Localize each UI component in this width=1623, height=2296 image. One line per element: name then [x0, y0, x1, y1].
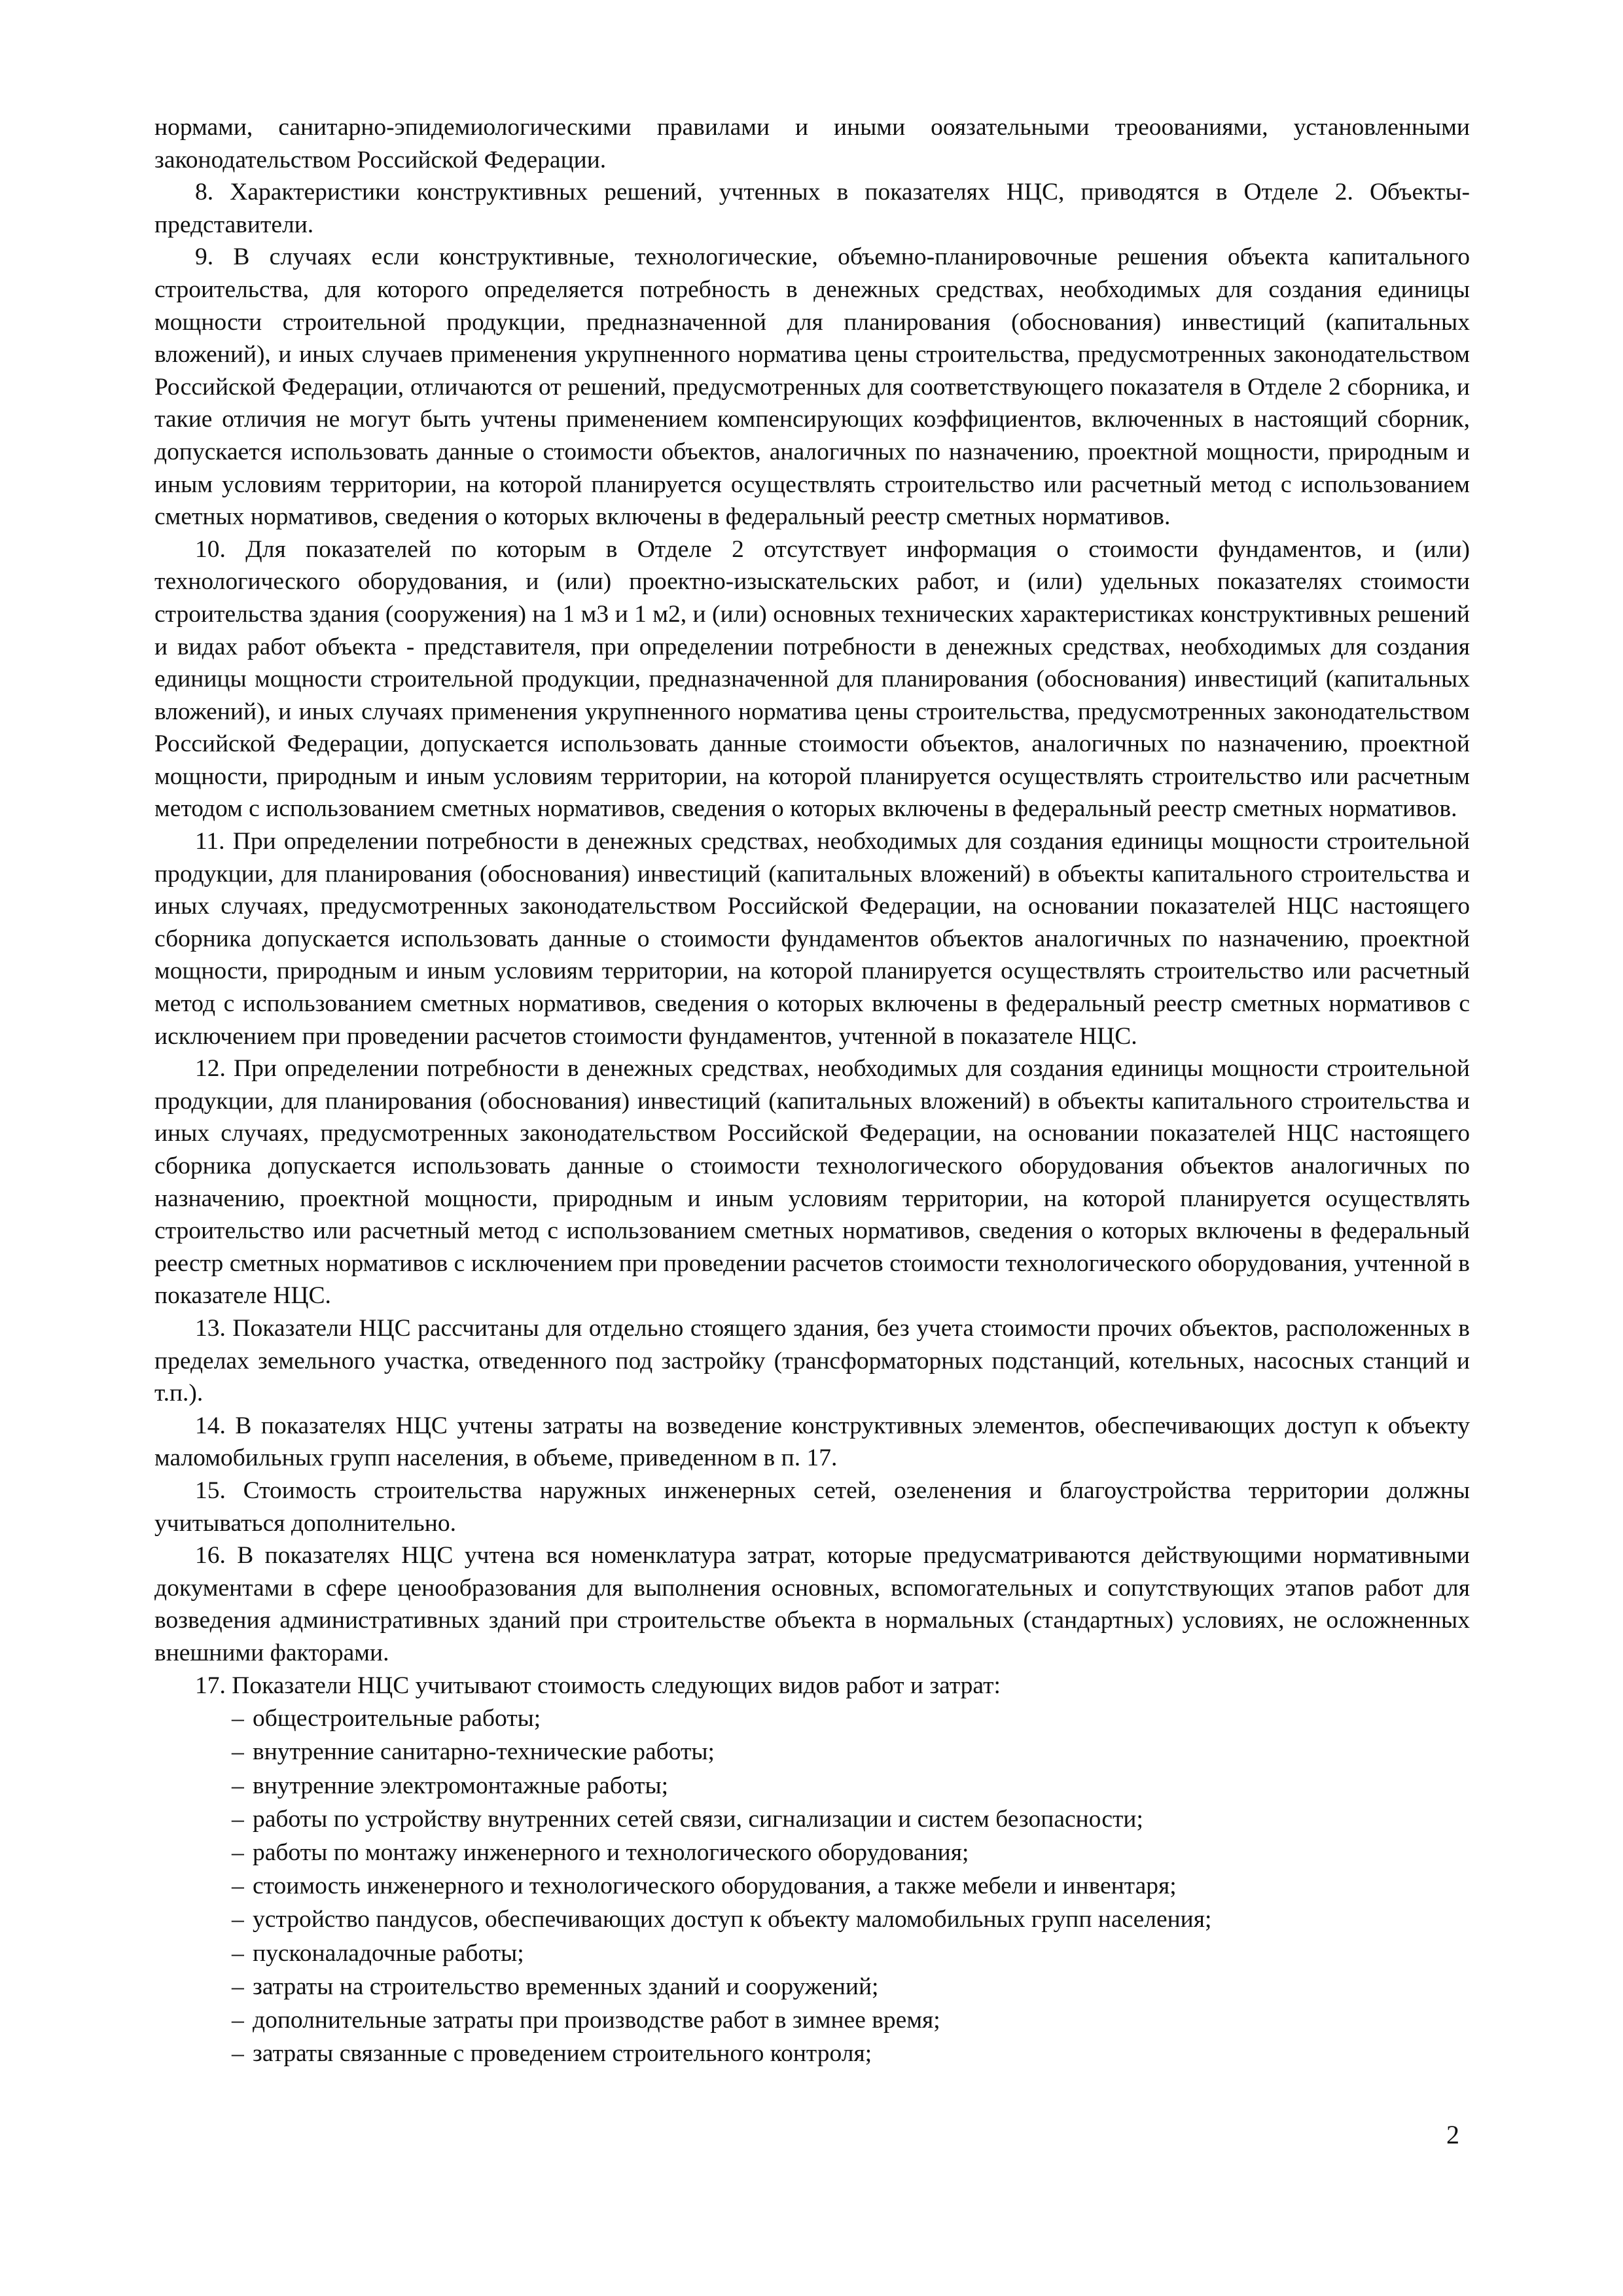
- list-item: [232, 1769, 1470, 1803]
- page-number: 2: [1446, 2120, 1459, 2149]
- paragraph-15: 15. Стоимость строительства наружных инженерных сетей, озеленения и благоустройства территории должны учитываться дополнительно.: [154, 1477, 1470, 1537]
- list-dash: –: [232, 1906, 244, 1933]
- list-item: [232, 2037, 1470, 2070]
- list-item: [232, 2003, 1470, 2037]
- list-item-text: дополнительные затраты при производстве работ в зимнее время;: [253, 2006, 940, 2034]
- list-item-text: устройство пандусов, обеспечивающих доступ к объекту маломобильных групп населения;: [253, 1906, 1212, 1933]
- list-item-text: работы по устройству внутренних сетей связи, сигнализации и систем безопасности;: [253, 1805, 1143, 1833]
- list-dash: –: [232, 1805, 244, 1833]
- list-item: [232, 1836, 1470, 1869]
- list-item-text: работы по монтажу инженерного и технологического оборудования;: [253, 1839, 969, 1866]
- work-types-list: [154, 1702, 1470, 2070]
- list-dash: –: [232, 1705, 244, 1732]
- paragraph-9: 9. В случаях если конструктивные, технологические, объемно-планировочные решения объекта капитального строительства, для которого определяется потребность в денежных средствах, необходимых для создания единицы мощности строительной продукции, предназначенной для планирования (обоснования) инвестиций (капитальных вложений), и иных случаев применения укрупненного норматива цены строительства, предусмотренных законодательством Российской Федерации, отличаются от решений, предусмотренных для соответствующего показателя в Отделе 2 сборника, и такие отличия не могут быть учтены применением компенсирующих коэффициентов, включенных в настоящий сборник, допускается использовать данные о стоимости объектов, аналогичных по назначению, проектной мощности, природным и иным условиям территории, на которой планируется осуществлять строительство или расчетный метод с использованием сметных нормативов, сведения о которых включены в федеральный реестр сметных нормативов.: [154, 243, 1470, 531]
- paragraph-11: 11. При определении потребности в денежных средствах, необходимых для создания единицы мощности строительной продукции, для планирования (обоснования) инвестиций (капитальных вложений) в объекты капитального строительства и иных случаях, предусмотренных законодательством Российской Федерации, на основании показателей НЦС настоящего сборника допускается использовать данные о стоимости фундаментов объектов аналогичных по назначению, проектной мощности, природным и иным условиям территории, на которой планируется осуществлять строительство или расчетный метод с использованием сметных нормативов, сведения о которых включены в федеральный реестр сметных нормативов с исключением при проведении расчетов стоимости фундаментов, учтенной в показателе НЦС.: [154, 828, 1470, 1050]
- list-dash: –: [232, 1738, 244, 1766]
- list-item: [232, 1735, 1470, 1768]
- list-dash: –: [232, 2040, 244, 2068]
- list-item: [232, 1702, 1470, 1735]
- list-item: [232, 1937, 1470, 1970]
- list-item: [232, 1903, 1470, 1936]
- list-dash: –: [232, 1873, 244, 1900]
- paragraph-14: 14. В показателях НЦС учтены затраты на возведение конструктивных элементов, обеспечивающих доступ к объекту маломобильных групп населения, в объеме, приведенном в п. 17.: [154, 1412, 1470, 1472]
- list-item-text: затраты на строительство временных зданий и сооружений;: [253, 1973, 879, 2000]
- list-dash: –: [232, 1839, 244, 1866]
- list-dash: –: [232, 1772, 244, 1799]
- list-item: [232, 1869, 1470, 1903]
- paragraph-16: 16. В показателях НЦС учтена вся номенклатура затрат, которые предусматриваются действующими нормативными документами в сфере ценообразования для выполнения основных, вспомогательных и сопутствующих этапов работ для возведения административных зданий при строительстве объекта в нормальных (стандартных) условиях, не осложненных внешними факторами.: [154, 1542, 1470, 1666]
- paragraph-17: 17. Показатели НЦС учитывают стоимость следующих видов работ и затрат:: [195, 1672, 1001, 1699]
- list-item-text: внутренние электромонтажные работы;: [253, 1772, 669, 1799]
- list-item-text: внутренние санитарно-технические работы;: [253, 1738, 715, 1766]
- paragraph-12: 12. При определении потребности в денежных средствах, необходимых для создания единицы мощности строительной продукции, для планирования (обоснования) инвестиций (капитальных вложений) в объекты капитального строительства и иных случаях, предусмотренных законодательством Российской Федерации, на основании показателей НЦС настоящего сборника допускается использовать данные о стоимости технологического оборудования объектов аналогичных по назначению, проектной мощности, природным и иным условиям территории, на которой планируется осуществлять строительство или расчетный метод с использованием сметных нормативов, сведения о которых включены в федеральный реестр сметных нормативов с исключением при проведении расчетов стоимости технологического оборудования, учтенной в показателе НЦС.: [154, 1055, 1470, 1310]
- list-item: [232, 1970, 1470, 2003]
- list-item-text: затраты связанные с проведением строительного контроля;: [253, 2040, 872, 2068]
- document-page: [154, 111, 1470, 2070]
- paragraph-10: 10. Для показателей по которым в Отделе 2 отсутствует информация о стоимости фундаментов, и (или) технологического оборудования, и (или) проектно-изыскательских работ, и (или) удельных показателях стоимости строительства здания (сооружения) на 1 м3 и 1 м2, и (или) основных технических характеристиках конструктивных решений и видах работ объекта - представителя, при определении потребности в денежных средствах, необходимых для создания единицы мощности строительной продукции, предназначенной для планирования (обоснования) инвестиций (капитальных вложений), и иных случаях применения укрупненного норматива цены строительства, предусмотренных законодательством Российской Федерации, допускается использовать данные стоимости объектов, аналогичных по назначению, проектной мощности, природным и иным условиям территории, на которой планируется осуществлять строительство или расчетным методом с использованием сметных нормативов, сведения о которых включены в федеральный реестр сметных нормативов.: [154, 535, 1470, 823]
- paragraph-continuation: нормами, санитарно-эпидемиологическими правилами и иными ооязательными треоованиями, установленными законодательством Российской Федерации.: [154, 114, 1470, 173]
- list-dash: –: [232, 1973, 244, 2000]
- list-item-text: стоимость инженерного и технологического оборудования, а также мебели и инвентаря;: [253, 1873, 1177, 1900]
- list-item: [232, 1803, 1470, 1836]
- list-item-text: пусконаладочные работы;: [253, 1939, 524, 1967]
- list-dash: –: [232, 1939, 244, 1967]
- list-dash: –: [232, 2006, 244, 2034]
- list-item-text: общестроительные работы;: [253, 1705, 541, 1732]
- paragraph-8: 8. Характеристики конструктивных решений, учтенных в показателях НЦС, приводятся в Отделе 2. Объекты-представители.: [154, 179, 1470, 238]
- paragraph-13: 13. Показатели НЦС рассчитаны для отдельно стоящего здания, без учета стоимости прочих объектов, расположенных в пределах земельного участка, отведенного под застройку (трансформаторных подстанций, котельных, насосных станций и т.п.).: [154, 1314, 1470, 1407]
